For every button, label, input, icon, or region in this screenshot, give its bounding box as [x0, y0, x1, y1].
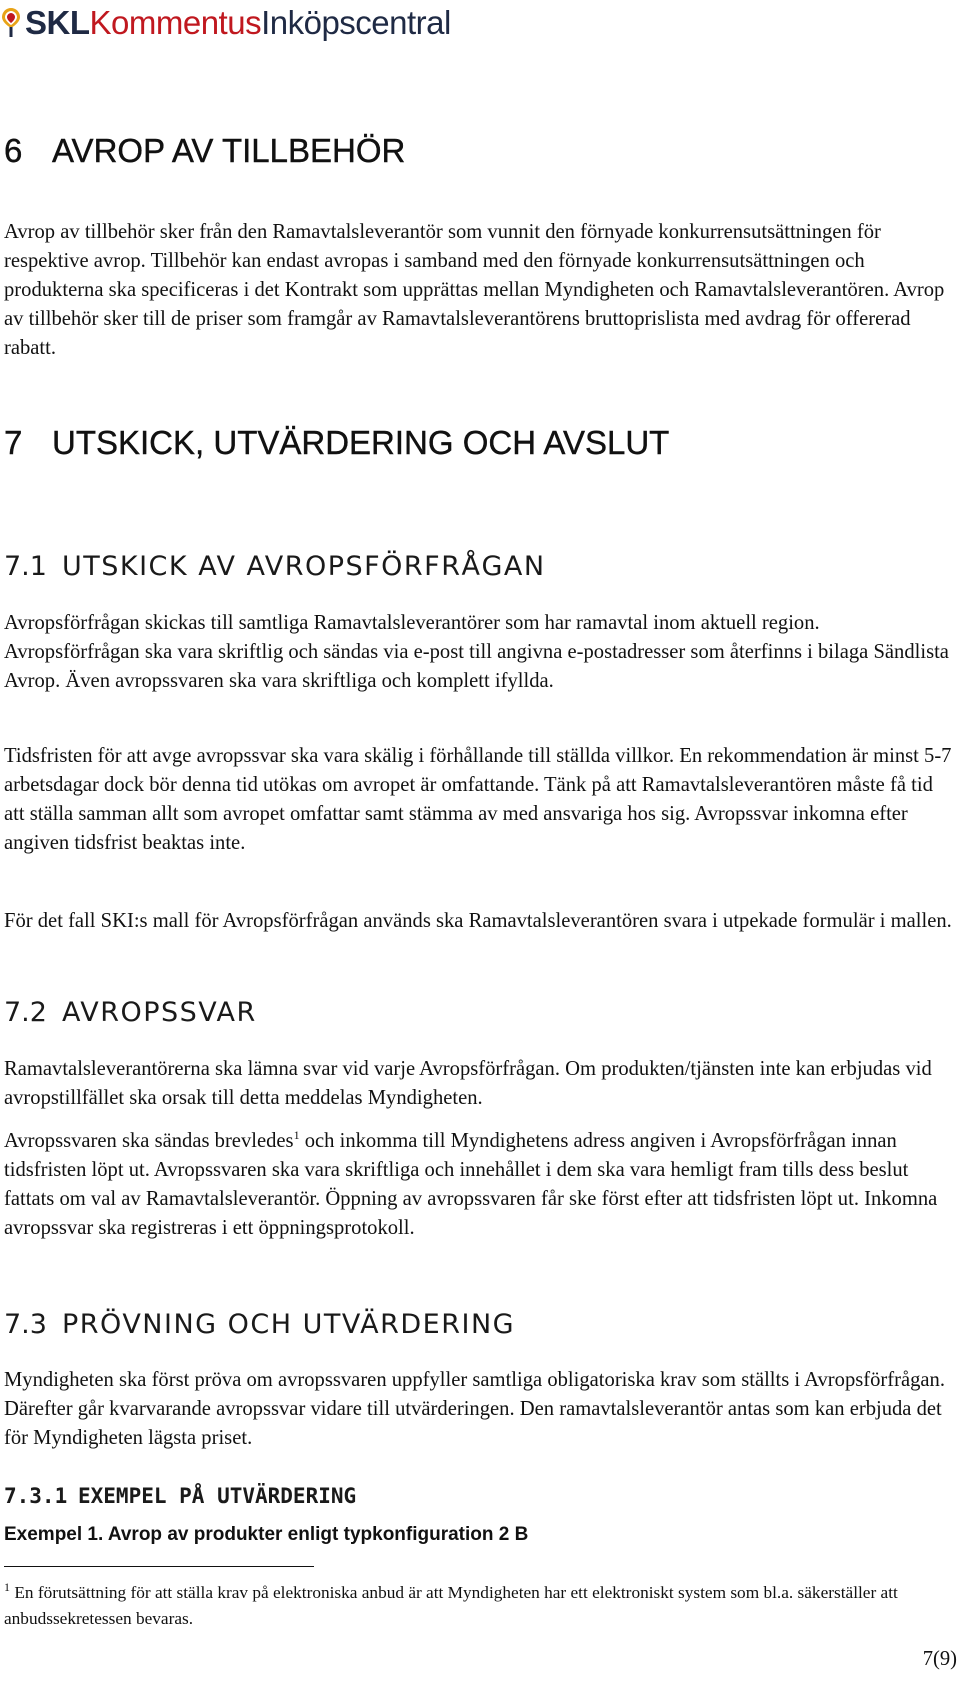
p2-text-after: och inkomma till Myndighetens adress angiven i Avropsförfrågan innan tidsfristen löpt ut. Avropssvaren ska vara skriftliga och innehållet i dem ska vara hemligt fram tills dess beslut fattats om val av Ramavtalsleverantör. Öppning av avropssvaren får ske först efter att tidsfristen löpt ut. Inkomna avropssvar ska registreras i ett öppningsprotokoll. — [4, 1130, 938, 1239]
p2-text-before: Avropssvaren ska sändas brevledes — [4, 1130, 294, 1152]
section-7-1-paragraph-2: Tidsfristen för att avge avropssvar ska vara skälig i förhållande till ställda villkor. En rekommendation är minst 5-7 arbetsdagar dock bör denna tid utökas om avropet är omfattande. Tänk på att Ramavtalsleverantören måste få tid att ställa samman allt som avropet omfattar samt stämma av med ansvariga hos sig. Avropssvar inkomna efter angiven tidsfrist beaktas inte. — [4, 745, 952, 854]
section-7-3-title: PRÖVNING OCH UTVÄRDERING — [62, 1309, 516, 1340]
section-7-1-paragraph-1: Avropsförfrågan skickas till samtliga Ramavtalsleverantörer som har ramavtal inom aktuell region. Avropsförfrågan ska vara skriftlig och sändas via e-post till angivna e-postadresser som återfinns i bilaga Sändlista Avrop. Även avropssvaren ska vara skriftliga och komplett ifyllda. — [4, 612, 949, 692]
section-7-2-number: 7.2 — [4, 997, 47, 1028]
section-7-2-title: AVROPSSVAR — [62, 997, 257, 1028]
footnote-ref: 1 — [293, 1128, 300, 1143]
section-7-number: 7 — [4, 424, 23, 461]
section-7-3-paragraph-1: Myndigheten ska först pröva om avropssvaren uppfyller samtliga obligatoriska krav som ställts i Avropsförfrågan. Därefter går kvarvarande avropssvar vidare till utvärderingen. Den ramavtalsleverantör antas som kan erbjuda det för Myndigheten lägsta priset. — [4, 1369, 946, 1449]
section-7-3-1-title: EXEMPEL PÅ UTVÄRDERING — [78, 1484, 357, 1508]
footnote — [4, 1580, 956, 1632]
logo-text-kommentus: Kommentus — [89, 4, 262, 41]
section-7-3-heading — [4, 1309, 515, 1340]
section-6-number: 6 — [4, 132, 23, 169]
section-7-3-number: 7.3 — [4, 1309, 47, 1340]
section-7-heading — [4, 424, 669, 462]
section-7-1-title: UTSKICK AV AVROPSFÖRFRÅGAN — [62, 551, 546, 582]
section-7-title: UTSKICK, UTVÄRDERING OCH AVSLUT — [52, 424, 670, 461]
logo-text-skl: SKL — [25, 4, 90, 41]
section-7-1-number: 7.1 — [4, 551, 47, 582]
section-7-1-heading — [4, 551, 546, 582]
section-7-2-paragraph-1: Ramavtalsleverantörerna ska lämna svar vid varje Avropsförfrågan. Om produkten/tjänsten inte kan erbjudas vid avropstillfället ska orsak till detta meddelas Myndigheten. — [4, 1058, 932, 1109]
section-7-3-1-number: 7.3.1 — [4, 1484, 68, 1508]
section-6-body: Avrop av tillbehör sker från den Ramavtalsleverantör som vunnit den förnyade konkurrensutsättningen för respektive avrop. Tillbehör kan endast avropas i samband med den förnyade konkurrensutsättningen och produkterna ska specificeras i det Kontrakt som upprättas mellan Myndigheten och Ramavtalsleverantören. Avrop av tillbehör sker till de priser som framgår av Ramavtalsleverantörens bruttoprislista med avdrag för offererad rabatt. — [4, 221, 945, 359]
footnote-divider — [4, 1566, 314, 1567]
section-6-title: AVROP AV TILLBEHÖR — [52, 132, 406, 169]
example-1-label: Exempel 1. Avrop av produkter enligt typkonfiguration 2 B — [4, 1524, 529, 1545]
footnote-marker: 1 — [4, 1580, 10, 1595]
page-number: 7(9) — [922, 1648, 957, 1670]
logo-text-inkopscentral: Inköpscentral — [261, 4, 451, 41]
section-7-2-paragraph-2 — [4, 1127, 956, 1243]
section-7-3-1-heading — [4, 1484, 356, 1508]
logo-mark-icon — [0, 4, 22, 42]
section-6-heading — [4, 132, 405, 170]
section-7-2-heading — [4, 997, 257, 1028]
section-7-1-paragraph-3: För det fall SKI:s mall för Avropsförfrågan används ska Ramavtalsleverantören svara i utpekade formulär i mallen. — [4, 910, 952, 932]
footnote-text: En förutsättning för att ställa krav på elektroniska anbud är att Myndigheten har ett elektroniskt system som bl.a. säkerställer att anbudssekretessen bevaras. — [4, 1583, 898, 1628]
skl-kommentus-logo — [0, 0, 451, 46]
